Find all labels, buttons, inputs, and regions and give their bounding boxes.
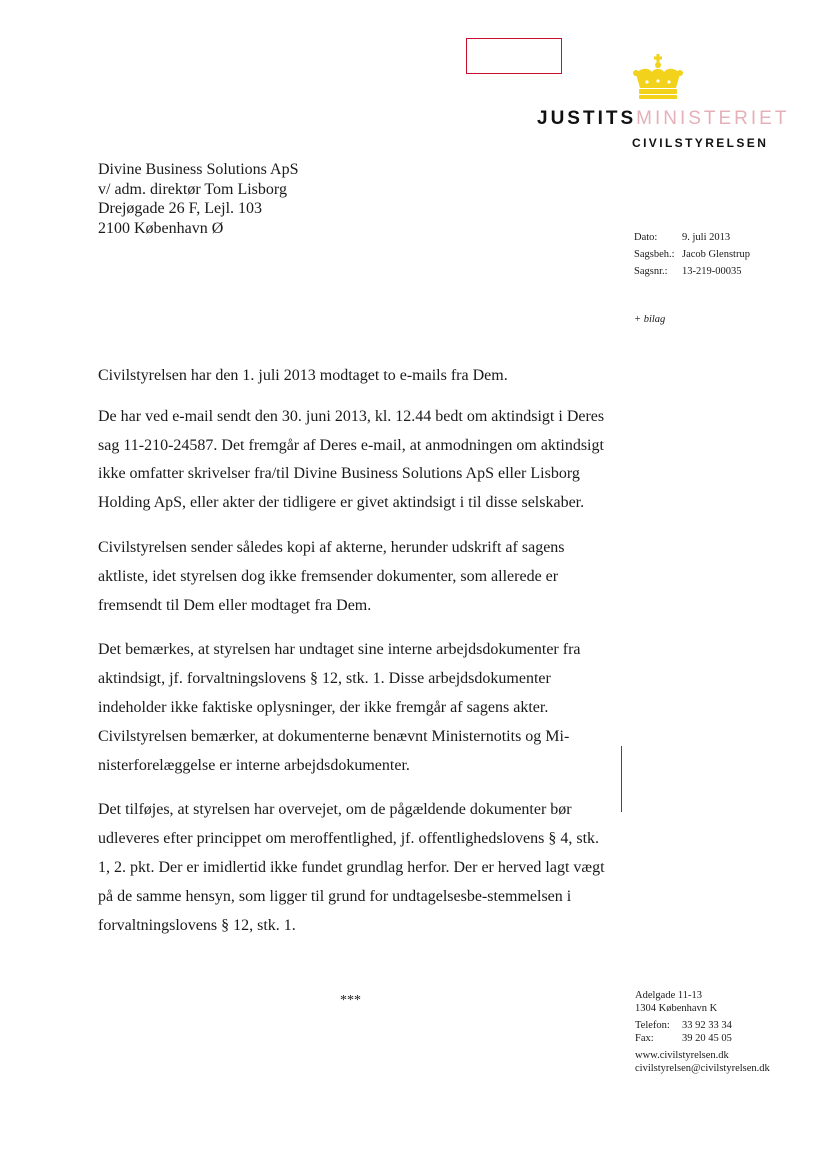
logo-name-bold: JUSTITS — [537, 108, 637, 129]
meta-handler-label: Sagsbeh.: — [634, 249, 675, 260]
meta-case-row — [634, 263, 814, 280]
footer-phone-label: Telefon: — [635, 1020, 670, 1031]
letter-body — [98, 362, 608, 956]
section-separator: *** — [340, 993, 361, 1008]
paragraph-2: De har ved e-mail sendt den 30. juni 2013, kl. 12.44 bedt om aktindsigt i Deres sag 11-210-24587. Det fremgår af Deres e-mail, at anmodningen om aktindsigt ikke omfatter skrivelser fra/til Divine Business Solutions ApS eller Lisborg Holding ApS, eller akter der tidligere er givet aktindsigt i til disse selskaber. — [98, 407, 605, 512]
ministry-logo-text — [537, 106, 790, 132]
paragraph-4: Det bemærkes, at styrelsen har undtaget sine interne arbejdsdokumenter fra aktindsigt, jf. forvaltningslovens § 12, stk. 1. Disse arbejdsdokumenter indeholder ikke faktiske oplysninger, der ikke fremgår af sagens akter. Civilstyrelsen bemærker, at dokumenterne benævnt Ministernotits og Mi-nisterforelæggelse er interne arbejdsdokumenter. — [98, 641, 581, 774]
logo-name-light: MINISTERIET — [636, 108, 790, 129]
recipient-address — [98, 160, 418, 238]
footer-fax-label: Fax: — [635, 1032, 654, 1044]
crown-logo-icon — [630, 54, 686, 100]
footer-web-block — [635, 1050, 815, 1075]
letter-metadata — [634, 229, 814, 280]
paragraph-5: Det tilføjes, at styrelsen har overvejet, om de pågældende dokumenter bør udleveres efter princippet om meroffentlighed, jf. offentlighedslovens § 4, stk. 1, 2. pkt. Der er imidlertid ikke fundet grundlag herfor. Der er herved lagt vægt på de samme hensyn, som ligger til grund for undtagelsesbe-stemmelsen i forvaltningslovens § 12, stk. 1. — [98, 801, 605, 934]
meta-handler-value: Jacob Glenstrup — [682, 249, 750, 260]
meta-case-value: 13-219-00035 — [682, 266, 742, 277]
meta-date-label: Dato: — [634, 232, 658, 243]
footer-fax-value: 39 20 45 05 — [682, 1032, 732, 1044]
sender-footer — [635, 990, 815, 1075]
meta-handler-row — [634, 246, 814, 263]
footer-street: Adelgade 11-13 — [635, 990, 702, 1001]
recipient-line-1: Divine Business Solutions ApS — [98, 161, 299, 178]
red-stamp-box — [466, 38, 562, 74]
footer-address-block — [635, 990, 815, 1015]
footer-phone-row — [635, 1020, 815, 1033]
footer-email: civilstyrelsen@civilstyrelsen.dk — [635, 1062, 770, 1074]
meta-case-label: Sagsnr.: — [634, 266, 668, 277]
logo-subtitle: CIVILSTYRELSEN — [632, 136, 769, 150]
recipient-line-4: 2100 København Ø — [98, 219, 224, 237]
meta-date-row — [634, 229, 814, 246]
margin-red-line — [621, 746, 622, 812]
footer-city: 1304 København K — [635, 1002, 718, 1014]
meta-date-value: 9. juli 2013 — [682, 232, 731, 243]
recipient-line-2: v/ adm. direktør Tom Lisborg — [98, 180, 287, 198]
paragraph-1: Civilstyrelsen har den 1. juli 2013 modtaget to e-mails fra Dem. — [98, 367, 508, 384]
footer-contact-block — [635, 1020, 815, 1045]
paragraph-3: Civilstyrelsen sender således kopi af akterne, herunder udskrift af sagens aktliste, idet styrelsen dog ikke fremsender dokumenter, som allerede er fremsendt til Dem eller modtaget fra Dem. — [98, 538, 565, 614]
footer-phone-value: 33 92 33 34 — [682, 1020, 732, 1031]
recipient-line-3: Drejøgade 26 F, Lejl. 103 — [98, 200, 263, 217]
attachment-note: + bilag — [634, 314, 666, 325]
footer-fax-row — [635, 1033, 815, 1046]
footer-website: www.civilstyrelsen.dk — [635, 1050, 729, 1061]
